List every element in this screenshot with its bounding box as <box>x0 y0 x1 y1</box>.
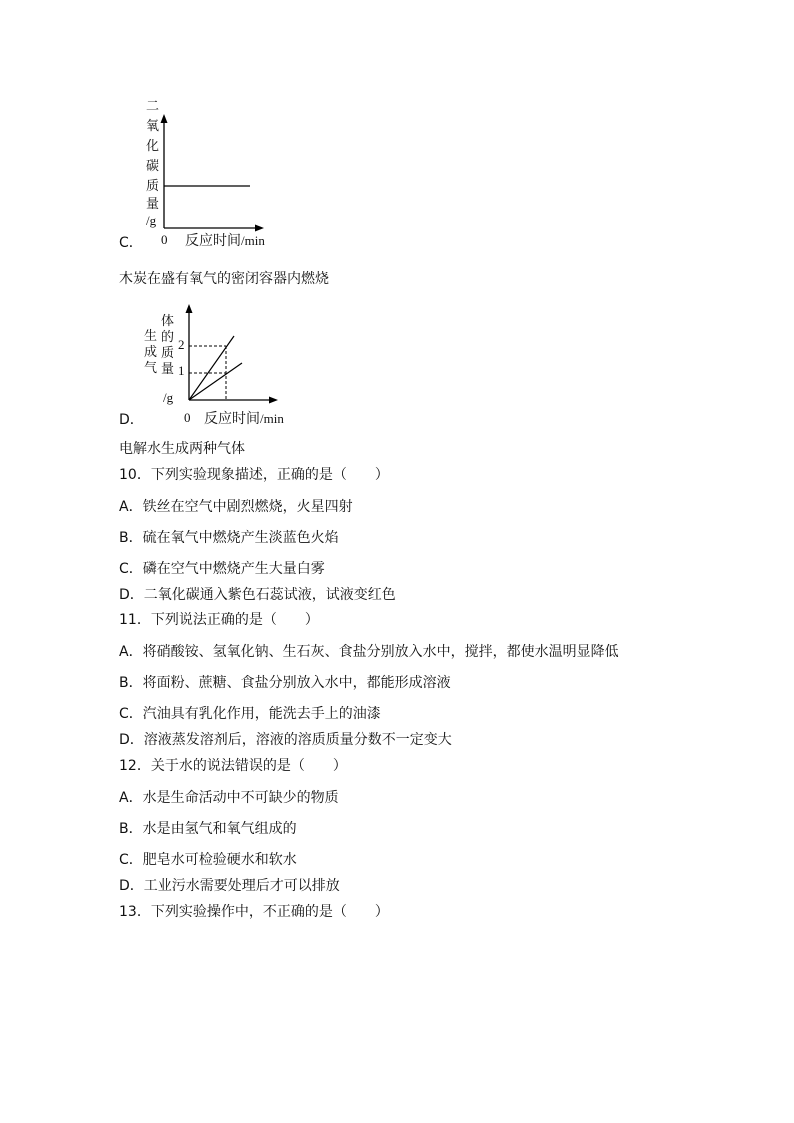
y-axis-arrow <box>161 114 168 123</box>
ylabel-unit: /g <box>163 390 174 405</box>
ylabel-right-char: 体 <box>161 314 175 329</box>
question-11-option-b: B．将面粉、蔗糖、食盐分别放入水中，都能形成溶液 <box>119 675 451 691</box>
y-axis-arrow <box>186 304 193 313</box>
xlabel: 反应时间/min <box>204 411 284 427</box>
question-10-option-d: D．二氧化碳通入紫色石蕊试液，试液变红色 <box>119 587 396 603</box>
ylabel-left-char: 生 <box>144 329 158 344</box>
x-axis-arrow <box>255 225 264 232</box>
origin-label: 0 <box>161 232 168 247</box>
option-c-caption: 木炭在盛有氧气的密闭容器内燃烧 <box>119 271 329 287</box>
option-d-caption: 电解水生成两种气体 <box>119 441 245 457</box>
series-line-lower <box>189 363 242 400</box>
option-c-plot <box>158 112 278 232</box>
option-c-letter: C． <box>119 235 143 251</box>
question-10-stem: 10．下列实验现象描述，正确的是（ ） <box>119 467 389 483</box>
question-12-option-c: C．肥皂水可检验硬水和软水 <box>119 852 297 868</box>
option-d-letter: D． <box>119 412 144 428</box>
ylabel-left-char: 气 <box>144 361 158 376</box>
ylabel-left-char: 成 <box>144 345 158 360</box>
question-11-stem: 11．下列说法正确的是（ ） <box>119 612 319 628</box>
question-12-stem: 12．关于水的说法错误的是（ ） <box>119 758 347 774</box>
ylabel-right-char: 质 <box>161 346 175 361</box>
question-10-option-a: A．铁丝在空气中剧烈燃烧，火星四射 <box>119 499 353 515</box>
ylabel-right-char: 的 <box>161 330 175 345</box>
origin-label: 0 <box>184 410 191 425</box>
ylabel-unit: /g <box>146 213 157 228</box>
question-10-option-b: B．硫在氧气中燃烧产生淡蓝色火焰 <box>119 530 339 546</box>
question-11-option-c: C．汽油具有乳化作用，能洗去手上的油漆 <box>119 706 381 722</box>
ylabel-char: 碳 <box>146 159 160 174</box>
ylabel-char: 量 <box>146 197 160 212</box>
question-13-stem: 13．下列实验操作中，不正确的是（ ） <box>119 904 389 920</box>
ylabel-char: 二 <box>146 99 160 114</box>
question-11-option-d: D．溶液蒸发溶剂后，溶液的溶质质量分数不一定变大 <box>119 732 452 748</box>
question-10-option-c: C．磷在空气中燃烧产生大量白雾 <box>119 561 325 577</box>
x-axis-arrow <box>269 397 278 404</box>
y-tick-1: 1 <box>178 363 185 378</box>
question-12-option-b: B．水是由氢气和氧气组成的 <box>119 821 297 837</box>
y-tick-2: 2 <box>178 337 185 352</box>
ylabel-char: 质 <box>146 179 160 194</box>
ylabel-right-char: 量 <box>161 362 175 377</box>
ylabel-char: 氧 <box>146 119 160 134</box>
option-d-plot <box>182 300 302 410</box>
ylabel-char: 化 <box>146 139 160 154</box>
question-11-option-a: A．将硝酸铵、氢氧化钠、生石灰、食盐分别放入水中，搅拌，都使水温明显降低 <box>119 644 619 660</box>
question-12-option-d: D．工业污水需要处理后才可以排放 <box>119 878 340 894</box>
xlabel: 反应时间/min <box>185 233 265 249</box>
question-12-option-a: A．水是生命活动中不可缺少的物质 <box>119 790 339 806</box>
